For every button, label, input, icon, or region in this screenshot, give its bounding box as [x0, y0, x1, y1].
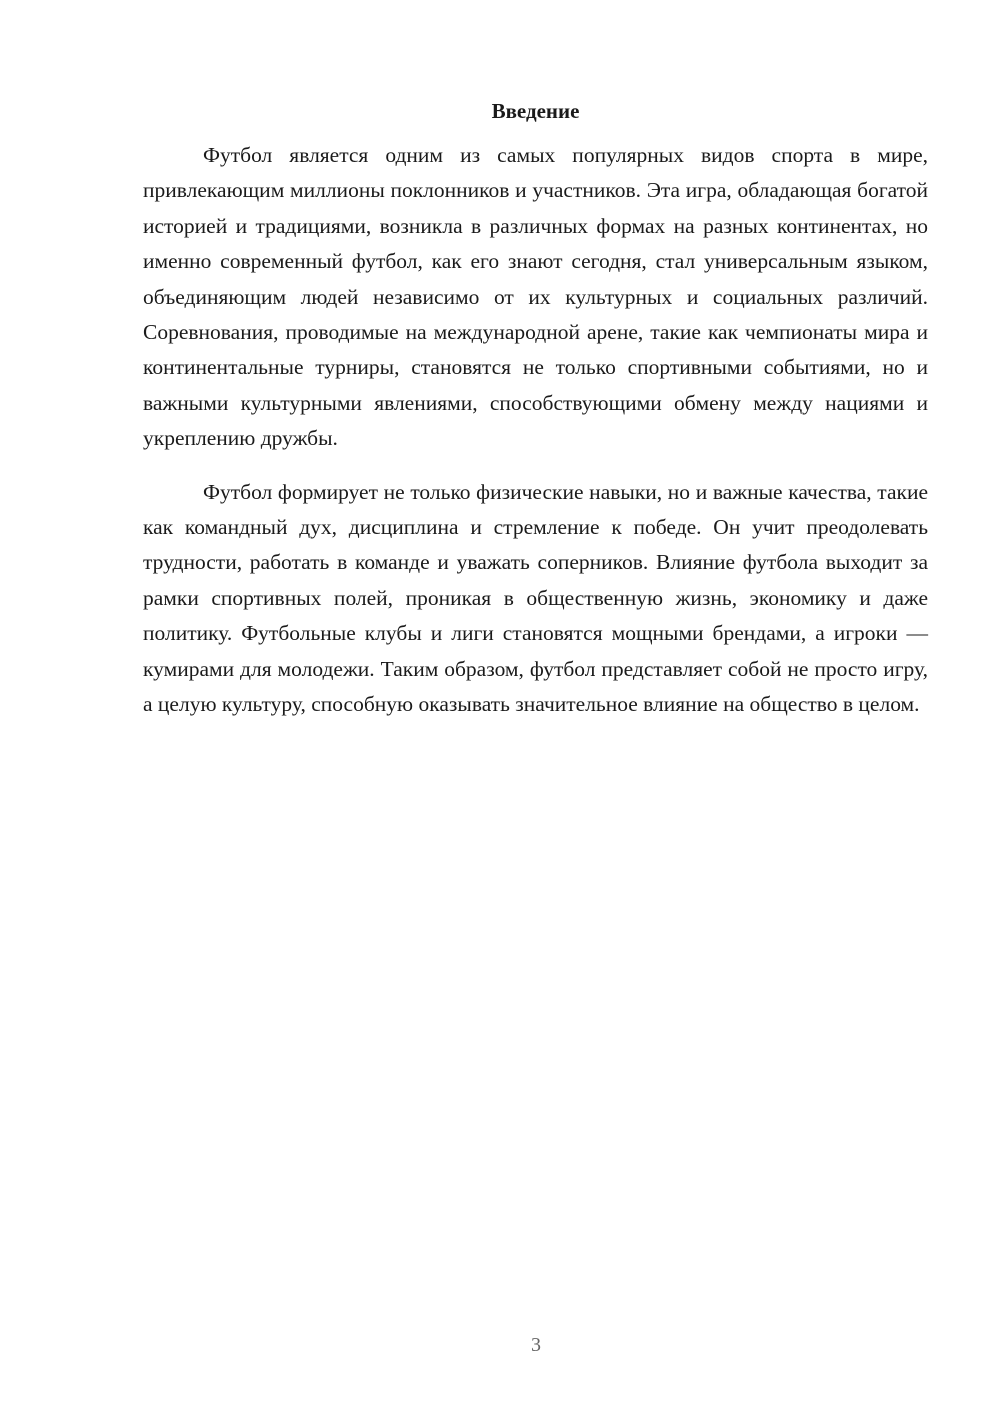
paragraph-2: Футбол формирует не только физические навыки, но и важные качества, такие как командный дух, дисциплина и стремление к победе. Он учит преодолевать трудности, работать в команде и уважать соперников. Влияние футбола выходит за рамки спортивных полей, проникая в общественную жизнь, экономику и даже политику. Футбольные клубы и лиги становятся мощными брендами, а игроки — кумирами для молодежи. Таким образом, футбол представляет собой не просто игру, а целую культуру, способную оказывать значительное влияние на общество в целом. [143, 479, 928, 717]
section-title: Введение [491, 99, 580, 123]
page-content [143, 96, 928, 741]
page-number: 3 [531, 1334, 541, 1356]
paragraph-1: Футбол является одним из самых популярных видов спорта в мире, привлекающим миллионы поклонников и участников. Эта игра, обладающая богатой историей и традициями, возникла в различных формах на разных континентах, но именно современный футбол, как его знают сегодня, стал универсальным языком, объединяющим людей независимо от их культурных и социальных различий. Соревнования, проводимые на международной арене, такие как чемпионаты мира и континентальные турниры, становятся не только спортивными событиями, но и важными культурными явлениями, способствующими обмену между нациями и укреплению дружбы. [143, 143, 928, 451]
